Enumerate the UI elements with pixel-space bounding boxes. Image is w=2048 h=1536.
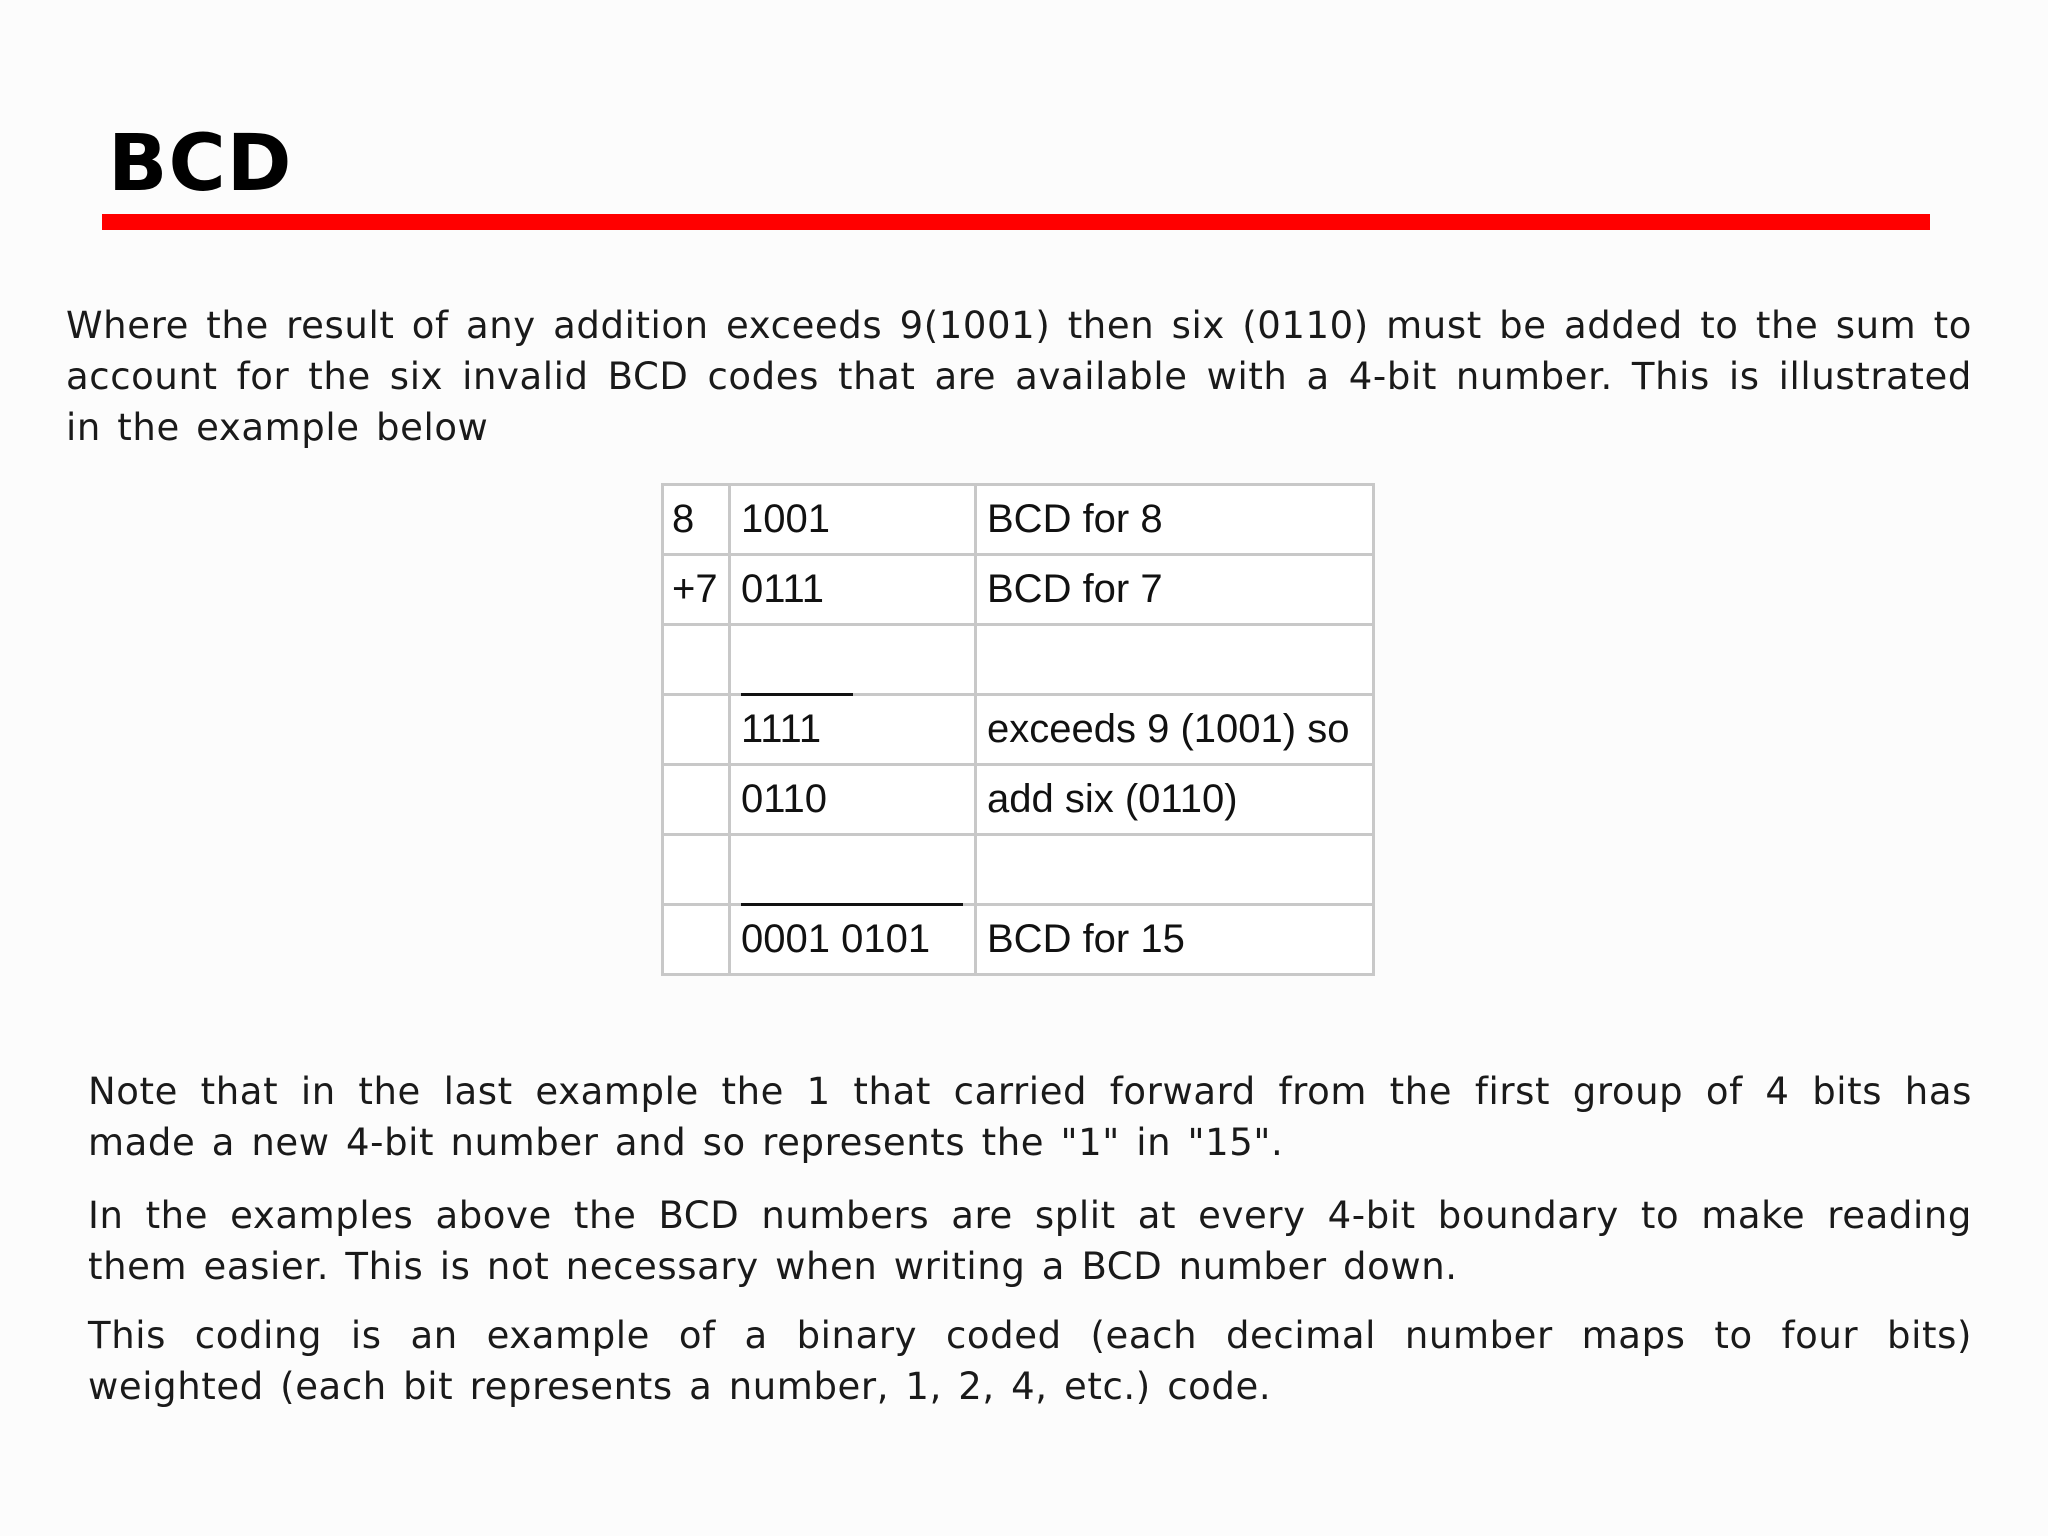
note-paragraph: Note that in the last example the 1 that carried forward from the first group of 4 bits has made a new 4-bit number and so represents the "1" in "15".: [88, 1070, 1972, 1164]
sum-rule-cell: [730, 625, 976, 695]
note-cell: [976, 625, 1374, 695]
operand-cell: +7: [663, 555, 730, 625]
operand-cell: [663, 625, 730, 695]
operand-cell: [663, 905, 730, 975]
note-cell: BCD for 7: [976, 555, 1374, 625]
note-cell: BCD for 15: [976, 905, 1374, 975]
note-cell: exceeds 9 (1001) so: [976, 695, 1374, 765]
binary-cell: 1111: [730, 695, 976, 765]
title-underline: [102, 214, 1930, 230]
note-paragraph: This coding is an example of a binary coded (each decimal number maps to four bits) weighted (each bit represents a number, 1, 2, 4, etc.) code.: [88, 1314, 1972, 1408]
table-row: [663, 765, 1374, 835]
sum-rule-cell: [730, 835, 976, 905]
note-cell: add six (0110): [976, 765, 1374, 835]
operand-cell: [663, 765, 730, 835]
table-row: [663, 555, 1374, 625]
binary-cell: 0110: [730, 765, 976, 835]
note-cell: [976, 835, 1374, 905]
operand-cell: [663, 835, 730, 905]
table-row: [663, 905, 1374, 975]
sum-rule-line: [741, 693, 853, 696]
note-cell: BCD for 8: [976, 485, 1374, 555]
sum-rule-line: [741, 903, 963, 906]
operand-cell: 8: [663, 485, 730, 555]
note-paragraph: In the examples above the BCD numbers are split at every 4-bit boundary to make reading them easier. This is not necessary when writing a BCD number down.: [88, 1194, 1972, 1288]
slide-title: BCD: [108, 119, 293, 209]
table-row: [663, 695, 1374, 765]
binary-cell: 0001 0101: [730, 905, 976, 975]
table-row: [663, 625, 1374, 695]
intro-paragraph: Where the result of any addition exceeds 9(1001) then six (0110) must be added to the sum to account for the six invalid BCD codes that are available with a 4-bit number. This is illustrated in the example below: [66, 304, 1972, 449]
operand-cell: [663, 695, 730, 765]
binary-cell: 0111: [730, 555, 976, 625]
binary-cell: 1001: [730, 485, 976, 555]
bcd-addition-table: [661, 483, 1375, 976]
table-row: [663, 485, 1374, 555]
table-row: [663, 835, 1374, 905]
